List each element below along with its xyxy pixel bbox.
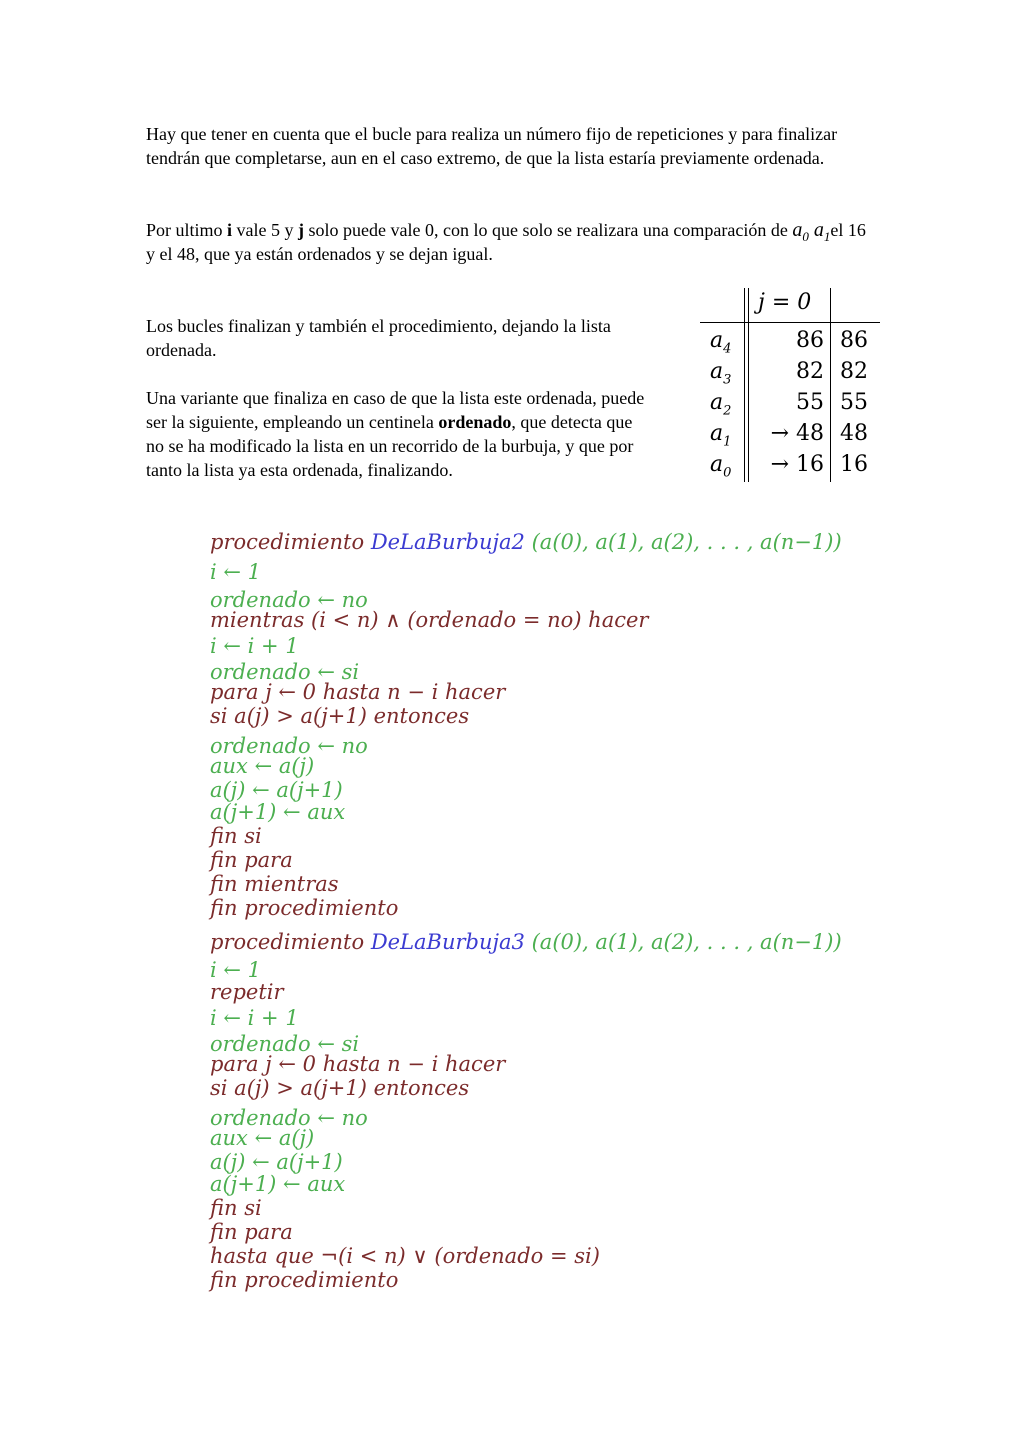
row-label-sub: 3 [723, 372, 732, 388]
table-cell-j0: 86 [796, 328, 824, 353]
code-line: fin si [210, 1196, 262, 1220]
paragraph-bucle-para: Hay que tener en cuenta que el bucle para realiza un número fijo de repeticiones y para finalizar tendrán que completarse, aun en el caso extremo, de que la lista estaría previamente ordenada. [146, 124, 838, 168]
table-cell-j0: 82 [796, 359, 824, 384]
table-header-rule [700, 322, 880, 323]
row-label-letter: a [710, 452, 724, 477]
code-line: mientras (i < n) ∧ (ordenado = no) hacer [210, 608, 649, 632]
p2-text-d: el 16 y el 48, que ya están ordenados y se dejan igual. [146, 220, 866, 264]
code-line: fin procedimiento [210, 896, 399, 920]
code-line: ordenado ← no [210, 1106, 368, 1130]
code-line: ordenado ← si [210, 660, 360, 684]
p4-text-a: Una variante que finaliza en caso de que la lista este ordenada, puede ser la siguiente, empleando un centinela [146, 388, 645, 432]
table-cell-result: 55 [840, 390, 868, 415]
procedure-params: (a(0), a(1), a(2), . . . , a(n−1)) [531, 930, 842, 954]
var-j: j [298, 220, 305, 240]
p2-text-b: vale 5 y [232, 220, 299, 240]
table-row-label [710, 421, 732, 450]
code-line: a(j+1) ← aux [210, 800, 346, 824]
code-line: ordenado ← no [210, 588, 368, 612]
row-label-sub: 2 [723, 403, 732, 419]
code-line: hasta que ¬(i < n) ∨ (ordenado = si) [210, 1244, 600, 1268]
procedure-params: (a(0), a(1), a(2), . . . , a(n−1)) [531, 530, 842, 554]
bold-ordenado: ordenado [438, 412, 512, 432]
procedure-name: DeLaBurbuja3 [370, 930, 525, 954]
code-line: a(j) ← a(j+1) [210, 778, 343, 802]
row-label-sub: 0 [723, 465, 732, 481]
code-line: ordenado ← si [210, 1032, 360, 1056]
code-line: para j ← 0 hasta n − i hacer [210, 680, 506, 704]
code-line: fin para [210, 848, 293, 872]
table-cell-j0: → 48 [770, 421, 824, 446]
table-header: j = 0 [758, 290, 812, 315]
var-i: i [227, 220, 233, 240]
code-line: i ← 1 [210, 560, 262, 584]
keyword-procedimiento: procedimiento [210, 930, 365, 954]
table-divider [830, 288, 831, 482]
table-cell-result: 82 [840, 359, 868, 384]
procedure-name: DeLaBurbuja2 [370, 530, 525, 554]
row-label-sub: 1 [723, 434, 732, 450]
paragraph-ultimo-paso [146, 218, 876, 266]
code-line: fin si [210, 824, 262, 848]
code-line: i ← 1 [210, 958, 262, 982]
row-label-letter: a [710, 390, 724, 415]
code-line: si a(j) > a(j+1) entonces [210, 1076, 470, 1100]
table-cell-j0: → 16 [770, 452, 824, 477]
row-label-letter: a [710, 359, 724, 384]
table-row-label [710, 390, 732, 419]
table-row-label [710, 359, 732, 388]
code-line: a(j) ← a(j+1) [210, 1150, 343, 1174]
paragraph-bucles-finalizan: Los bucles finalizan y también el procedimiento, dejando la lista ordenada. [146, 316, 611, 360]
code-line: fin para [210, 1220, 293, 1244]
table-cell-result: 16 [840, 452, 868, 477]
row-label-sub: 4 [723, 341, 732, 357]
table-row-label [710, 328, 732, 357]
p2-text-a: Por ultimo [146, 220, 228, 240]
paragraph-variante [146, 386, 646, 482]
row-label-letter: a [710, 421, 724, 446]
row-label-letter: a [710, 328, 724, 353]
math-a0-a1: $a_0$ $a_1$ [792, 219, 831, 244]
table-divider [748, 288, 749, 482]
code-line: a(j+1) ← aux [210, 1172, 346, 1196]
state-table [700, 288, 880, 484]
code-line: ordenado ← no [210, 734, 368, 758]
code-line: repetir [210, 980, 284, 1004]
table-row-label [710, 452, 732, 481]
code-line: i ← i + 1 [210, 634, 299, 658]
table-divider [744, 288, 745, 482]
table-cell-j0: 55 [796, 390, 824, 415]
p2-text-c: solo puede vale 0, con lo que solo se realizara una comparación de [304, 220, 793, 240]
proc2-header [210, 530, 842, 554]
keyword-procedimiento: procedimiento [210, 530, 365, 554]
table-cell-result: 86 [840, 328, 868, 353]
proc3-header [210, 930, 842, 954]
code-line: aux ← a(j) [210, 1126, 315, 1150]
table-cell-result: 48 [840, 421, 868, 446]
code-line: para j ← 0 hasta n − i hacer [210, 1052, 506, 1076]
code-line: fin procedimiento [210, 1268, 399, 1292]
p4-text-b: , que detecta que no se ha modificado la lista en un recorrido de la burbuja, y que por tanto la lista ya esta ordenada, finalizando. [146, 412, 634, 480]
code-line: fin mientras [210, 872, 339, 896]
code-line: si a(j) > a(j+1) entonces [210, 704, 470, 728]
code-line: aux ← a(j) [210, 754, 315, 778]
code-line: i ← i + 1 [210, 1006, 299, 1030]
